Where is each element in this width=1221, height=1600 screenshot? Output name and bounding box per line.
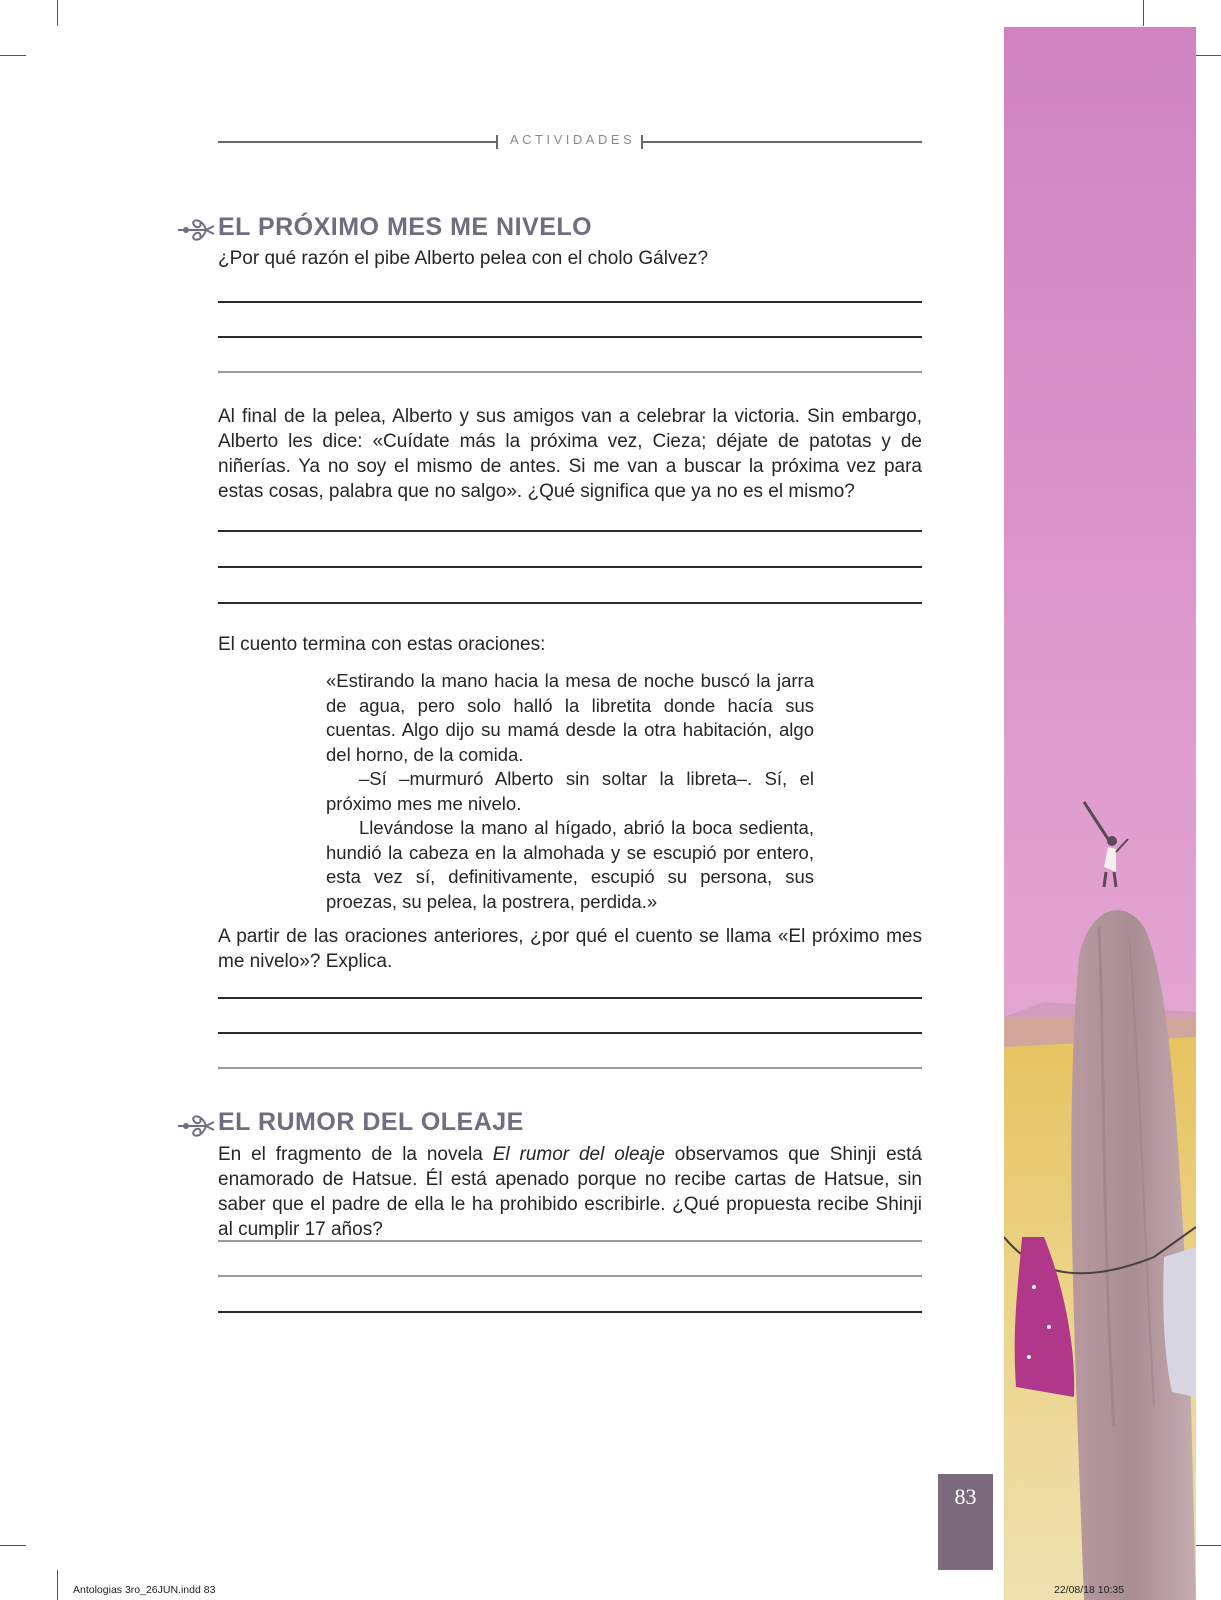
answer-line[interactable] bbox=[218, 371, 922, 373]
header-rule-left bbox=[218, 141, 497, 143]
question-3-intro: El cuento termina con estas oraciones: bbox=[218, 634, 546, 655]
question-4-text: En el fragmento de la novela bbox=[218, 1144, 493, 1165]
answer-line[interactable] bbox=[218, 602, 922, 604]
crop-mark bbox=[1195, 55, 1221, 56]
answer-line[interactable] bbox=[218, 336, 922, 338]
crop-mark bbox=[1195, 1545, 1221, 1546]
section-title-rumor-oleaje: EL RUMOR DEL OLEAJE bbox=[218, 1108, 524, 1136]
crop-mark bbox=[57, 0, 58, 26]
quote-paragraph: «Estirando la mano hacia la mesa de noche buscó la jarra de agua, pero solo halló la libretita donde hacía sus cuentas. Algo dijo su mamá desde la otra habitación, algo del horno, de la comida. bbox=[326, 670, 814, 765]
header-label: ACTIVIDADES bbox=[510, 132, 636, 147]
header-tick-left bbox=[496, 135, 498, 149]
answer-line[interactable] bbox=[218, 1067, 922, 1069]
story-quote bbox=[326, 669, 814, 914]
question-3: A partir de las oraciones anteriores, ¿por qué el cuento se llama «El próximo mes me nivelo»? Explica. bbox=[218, 926, 922, 972]
crop-mark bbox=[0, 1545, 26, 1546]
quote-paragraph: Llevándose la mano al hígado, abrió la boca sedienta, hundió la cabeza en la almohada y se escupió por entero, esta vez sí, definitivamente, escupió su persona, sus proezas, su pelea, la postrera, perdida.» bbox=[326, 817, 814, 912]
question-4 bbox=[218, 1142, 922, 1242]
header-rule-right bbox=[642, 141, 922, 143]
crop-mark bbox=[57, 1570, 58, 1600]
answer-line[interactable] bbox=[218, 530, 922, 532]
novel-title: El rumor del oleaje bbox=[492, 1144, 665, 1165]
fleuron-icon bbox=[176, 1109, 216, 1143]
footer-file-info: Antologias 3ro_26JUN.indd 83 bbox=[73, 1584, 216, 1596]
answer-line[interactable] bbox=[218, 301, 922, 303]
page-number: 83 bbox=[938, 1474, 993, 1570]
fleuron-icon bbox=[176, 213, 216, 247]
answer-line[interactable] bbox=[218, 1240, 922, 1242]
crop-mark bbox=[0, 55, 26, 56]
answer-line[interactable] bbox=[218, 1311, 922, 1313]
section-title-proximo-mes: EL PRÓXIMO MES ME NIVELO bbox=[218, 213, 593, 241]
question-2: Al final de la pelea, Alberto y sus amigos van a celebrar la victoria. Sin embargo, Alberto les dice: «Cuídate más la próxima vez, Cieza; déjate de patotas y de niñerías. Ya no soy el mismo de antes. Si me van a buscar la próxima vez para estas cosas, palabra que no salgo». ¿Qué significa que ya no es el mismo? bbox=[218, 406, 922, 502]
decorative-illustration bbox=[1004, 27, 1196, 1600]
answer-line[interactable] bbox=[218, 1275, 922, 1277]
quote-paragraph: –Sí –murmuró Alberto sin soltar la libreta–. Sí, el próximo mes me nivelo. bbox=[326, 768, 814, 814]
question-1: ¿Por qué razón el pibe Alberto pelea con el cholo Gálvez? bbox=[218, 248, 709, 269]
answer-line[interactable] bbox=[218, 1032, 922, 1034]
answer-line[interactable] bbox=[218, 566, 922, 568]
answer-line[interactable] bbox=[218, 997, 922, 999]
crop-mark bbox=[1143, 0, 1144, 26]
footer-timestamp: 22/08/18 10:35 bbox=[1054, 1584, 1125, 1596]
question-4-text: observamos que Shinji está enamorado de Hatsue. Él está apenado porque no recibe cartas de Hatsue, sin saber que el padre de ella le ha prohibido escribirle. ¿Qué propuesta recibe Shinji al cumplir 17 años? bbox=[218, 1144, 922, 1240]
